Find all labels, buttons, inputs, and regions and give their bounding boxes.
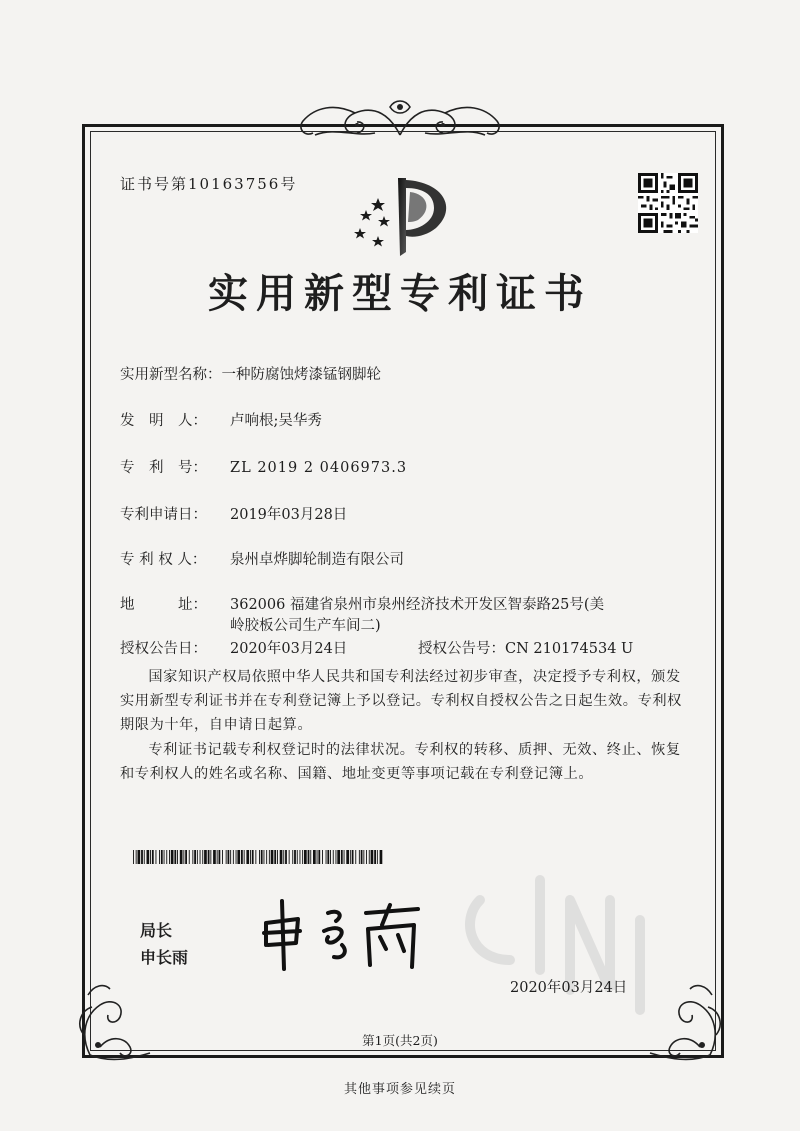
paragraph-grant-statement: 国家知识产权局依照中华人民共和国专利法经过初步审查，决定授予专利权，颁发实用新型专利证书并在专利登记簿上予以登记。专利权自授权公告之日起生效。专利权期限为十年，自申请日起算。	[120, 669, 682, 733]
field-patent-number	[120, 456, 407, 477]
corner-ornament-left-icon	[70, 975, 160, 1065]
field-address	[120, 593, 604, 614]
footer-note: 其他事项参见续页	[343, 1082, 456, 1097]
field-label: 专 利 权 人：	[120, 552, 207, 568]
ornament-top-icon	[295, 95, 505, 145]
director-name: 申长雨	[140, 948, 189, 967]
field-label: 地 址：	[120, 597, 207, 613]
field-inventor	[120, 409, 322, 430]
field-label: 发 明 人：	[120, 413, 207, 429]
field-grant-date	[120, 637, 347, 658]
field-address-line-2	[230, 614, 381, 635]
barcode-icon	[133, 850, 383, 864]
cnipa-emblem-icon	[348, 170, 463, 260]
field-label: 授权公告号：	[418, 641, 505, 657]
field-value: 2020年03月24日	[230, 641, 348, 657]
field-value: 2019年03月28日	[230, 507, 348, 523]
qr-code-icon	[638, 173, 698, 233]
field-grant-number	[418, 637, 633, 658]
field-label: 实用新型名称：	[120, 367, 222, 383]
field-value: 一种防腐蚀烤漆锰钢脚轮	[221, 367, 381, 383]
field-label: 授权公告日：	[120, 641, 207, 657]
watermark-icon	[440, 840, 700, 1040]
field-value: 362006 福建省泉州市泉州经济技术开发区智泰路25号(美	[230, 597, 605, 613]
field-value: 卢响根;吴华秀	[230, 413, 322, 429]
signature-icon	[258, 895, 423, 975]
certificate-title: 实用新型专利证书	[208, 271, 592, 317]
field-value: 泉州卓烨脚轮制造有限公司	[230, 552, 404, 568]
field-patentee	[120, 548, 404, 569]
field-value: CN 210174534 U	[505, 641, 634, 657]
field-label: 专 利 号：	[120, 460, 207, 476]
field-value: ZL 2019 2 0406973.3	[230, 460, 408, 476]
field-utility-model-name	[120, 363, 381, 384]
paragraph-legal-status: 专利证书记载专利权登记时的法律状况。专利权的转移、质押、无效、终止、恢复和专利权人的姓名或名称、国籍、地址变更等事项记载在专利登记簿上。	[120, 742, 681, 782]
field-label: 专利申请日：	[120, 507, 207, 523]
field-value: 岭胶板公司生产车间二)	[230, 618, 381, 634]
page-number: 第1页(共2页)	[362, 1033, 438, 1048]
director-title: 局长	[140, 921, 173, 940]
certificate-number: 证书号第10163756号	[120, 175, 298, 193]
field-filing-date	[120, 503, 347, 524]
signing-date: 2020年03月24日	[510, 980, 628, 996]
